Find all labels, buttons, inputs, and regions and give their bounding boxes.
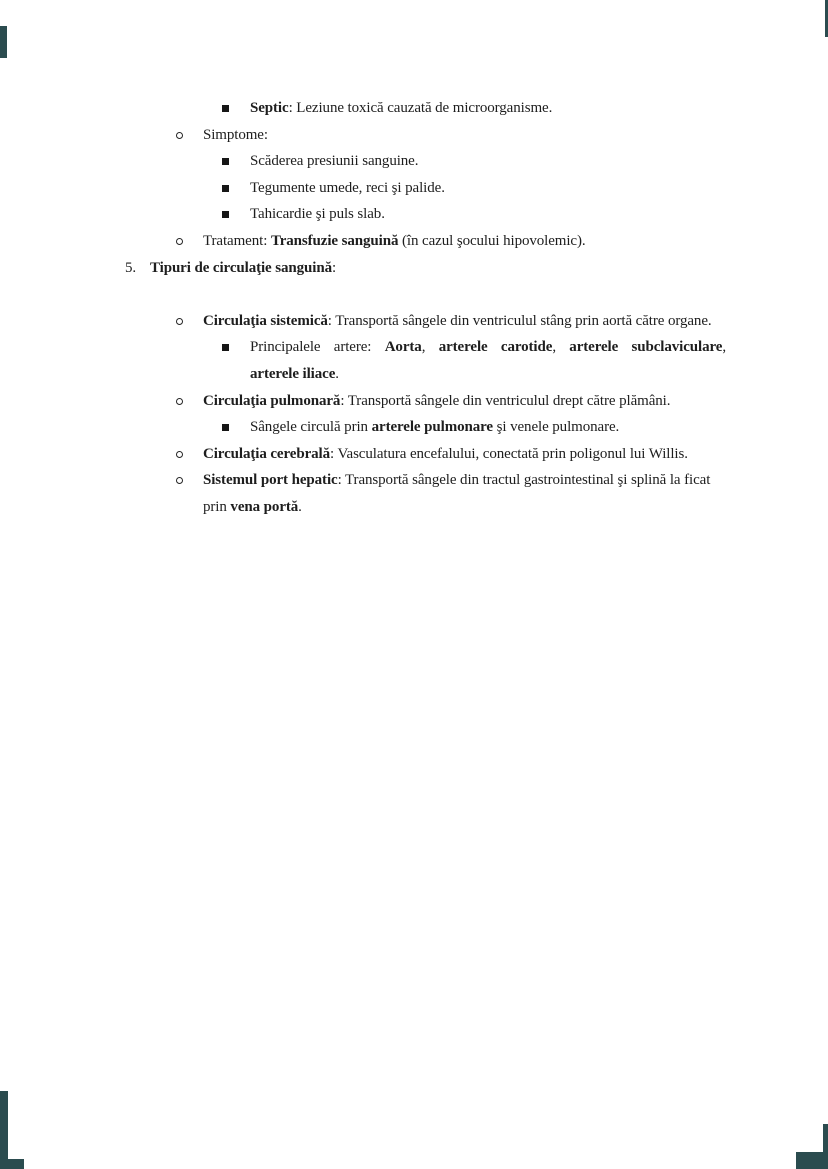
text-hepatic-cont-pre: prin	[203, 498, 231, 515]
circle-bullet-icon	[176, 451, 183, 458]
text-sistemica: : Transportă sângele din ventriculul stâng prin aortă către organe.	[327, 312, 712, 329]
text-sangele-pre: Sângele circulă prin	[250, 419, 372, 436]
square-bullet-icon	[222, 158, 229, 165]
list-item-sistemica	[0, 308, 828, 335]
list-item-tahicardie	[0, 201, 828, 228]
separator: ,	[552, 339, 570, 356]
separator: ,	[421, 339, 439, 356]
scan-edge-artifact-bottom-left-foot	[0, 1159, 24, 1169]
term-carotide: arterele carotide	[438, 339, 553, 356]
text-iliace-period: .	[335, 365, 339, 382]
text-principalele-pre: Principalele artere:	[250, 339, 385, 356]
scan-edge-artifact-bottom-left	[0, 1091, 8, 1169]
square-bullet-icon	[222, 185, 229, 192]
text-scaderea: Scăderea presiunii sanguine.	[250, 153, 419, 170]
circle-bullet-icon	[176, 318, 183, 325]
term-hepatic: Sistemul port hepatic	[203, 472, 338, 489]
term-sistemica: Circulaţia sistemică	[203, 312, 328, 329]
text-sangele-rest: şi venele pulmonare.	[492, 419, 620, 436]
list-item-sangele	[0, 414, 828, 441]
square-bullet-icon	[222, 424, 229, 431]
term-transfuzie: Transfuzie sanguină	[270, 232, 399, 249]
text-hepatic-cont-rest: .	[298, 498, 302, 515]
heading-tipuri-colon: :	[332, 259, 337, 276]
list-item-tegumente	[0, 175, 828, 202]
list-item-principalele-line1	[0, 334, 828, 361]
list-item-cerebrala	[0, 441, 828, 468]
term-cerebrala: Circulaţia cerebrală	[203, 445, 330, 462]
list-item-simptome	[0, 122, 828, 149]
list-item-principalele-line2	[0, 361, 828, 388]
circle-bullet-icon	[176, 477, 183, 484]
separator: ,	[722, 339, 726, 356]
term-iliace: arterele iliace	[250, 365, 336, 382]
list-item-hepatic-line1	[0, 467, 828, 494]
text-tratament-rest: (în cazul şocului hipovolemic).	[398, 232, 586, 249]
term-pulmonara: Circulaţia pulmonară	[203, 392, 341, 409]
text-pulmonara: : Transportă sângele din ventriculul drept către plămâni.	[340, 392, 671, 409]
heading-tipuri: Tipuri de circulaţie sanguină	[150, 259, 332, 276]
document-content	[0, 95, 828, 521]
term-subclaviculare: arterele subclaviculare	[569, 339, 723, 356]
list-item-septic	[0, 95, 828, 122]
text-hepatic: : Transportă sângele din tractul gastrointestinal şi splină la ficat	[337, 472, 711, 489]
text-tegumente: Tegumente umede, reci şi palide.	[250, 179, 445, 196]
list-item-hepatic-line2	[0, 494, 828, 521]
circle-bullet-icon	[176, 398, 183, 405]
text-simptome: Simptome:	[203, 126, 268, 143]
list-item-pulmonara	[0, 388, 828, 415]
blank-line	[0, 281, 828, 308]
term-artere-pulmonare: arterele pulmonare	[371, 419, 493, 436]
list-item-scaderea	[0, 148, 828, 175]
list-number: 5.	[125, 259, 137, 276]
text-tratament-pre: Tratament:	[203, 232, 271, 249]
square-bullet-icon	[222, 105, 229, 112]
scan-edge-artifact-bottom-right	[796, 1152, 828, 1169]
circle-bullet-icon	[176, 238, 183, 245]
square-bullet-icon	[222, 211, 229, 218]
circle-bullet-icon	[176, 132, 183, 139]
text-septic: : Leziune toxică cauzată de microorganisme.	[288, 100, 553, 116]
term-vena-porta: vena portă	[230, 498, 299, 515]
term-septic: Septic	[250, 100, 289, 116]
list-item-tratament	[0, 228, 828, 255]
square-bullet-icon	[222, 344, 229, 351]
list-item-tipuri-heading	[0, 255, 828, 282]
text-tahicardie: Tahicardie şi puls slab.	[250, 206, 385, 223]
scan-edge-artifact-top-left	[0, 26, 7, 58]
text-cerebrala: : Vasculatura encefalului, conectată prin poligonul lui Willis.	[330, 445, 688, 462]
term-aorta: Aorta	[384, 339, 422, 356]
